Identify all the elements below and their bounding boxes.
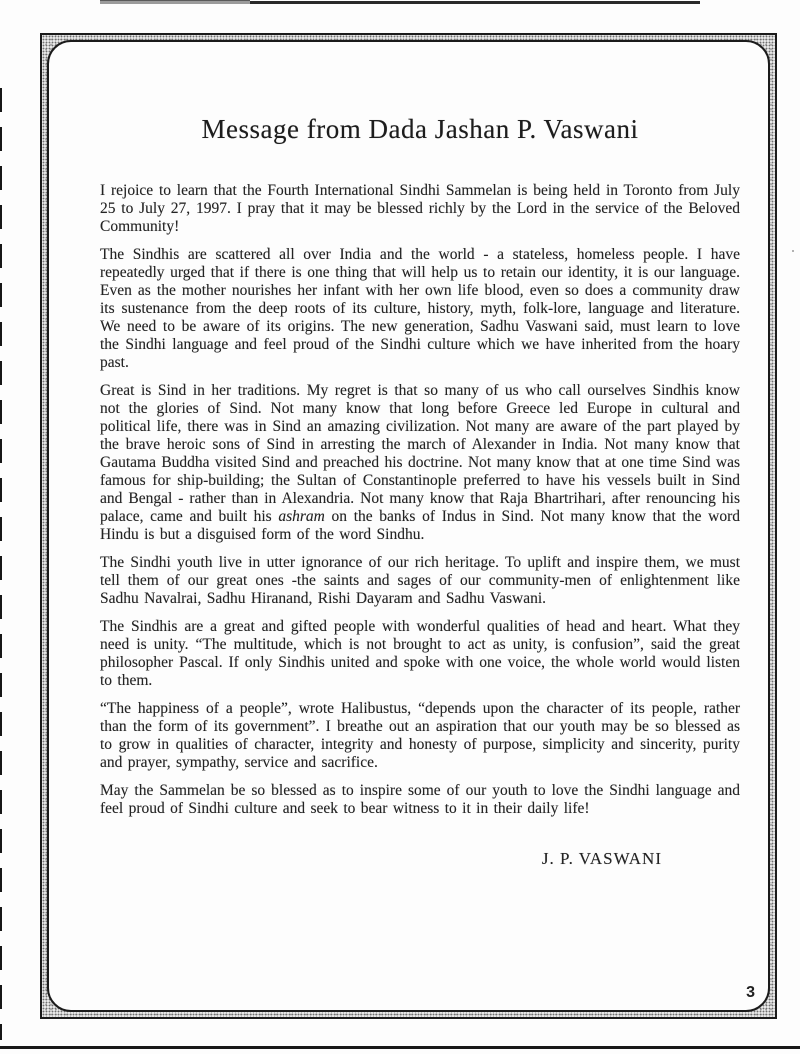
page-content [49,42,768,1010]
message-body [100,182,740,818]
paragraph: The Sindhi youth live in utter ignorance of our rich heritage. To uplift and inspire them, we must tell them of our great ones -the saints and sages of our community-men of enlightenment like Sadhu Navalrai, Sadhu Hiranand, Rishi Dayaram and Sadhu Vaswani. [100,554,740,607]
scan-artifact-left-dashed-line [0,88,2,1040]
page-number: 3 [746,984,755,1001]
inner-border-frame [47,40,770,1012]
decorative-stippled-border [40,33,777,1019]
paragraph: Great is Sind in her traditions. My regret is that so many of us who call ourselves Sindhis know not the glories of Sind. Not many know that long before Greece led Europe in cultural and political life, there was in Sind an amazing civilization. Not many are aware of the part played by the brave heroic sons of Sind in arresting the march of Alexander in India. Not many know that Gautama Buddha visited Sind and preached his doctrine. Not many know that at one time Sind was famous for ship-building; the Sultan of Constantinople preferred to have his vessels built in Sind and Bengal - rather than in Alexandria. Not many know that Raja Bhartrihari, after renouncing his palace, came and built his ashram on the banks of Indus in Sind. Not many know that the word Hindu is but a disguised form of the word Sindhu. [100,382,740,543]
paragraph: I rejoice to learn that the Fourth International Sindhi Sammelan is being held in Toronto from July 25 to July 27, 1997. I pray that it may be blessed richly by the Lord in the service of the Beloved Community! [100,182,740,235]
signature-name: J. P. VASWANI [541,849,662,868]
paragraph: May the Sammelan be so blessed as to inspire some of our youth to love the Sindhi language and feel proud of Sindhi culture and seek to bear witness to it in their daily life! [100,782,740,817]
paragraph: The Sindhis are a great and gifted people with wonderful qualities of head and heart. What they need is unity. “The multitude, which is not brought to act as unity, is confusion”, said the great philosopher Pascal. If only Sindhis united and spoke with one voice, the whole world would listen to them. [100,618,740,689]
scan-artifact-speck [792,250,794,252]
paragraph: “The happiness of a people”, wrote Halibustus, “depends upon the character of its people, rather than the form of its government”. I breathe out an aspiration that our youth may be so blessed as to grow in qualities of character, integrity and honesty of purpose, simplicity and sincerity, purity and prayer, sympathy, service and sacrifice. [100,700,740,771]
scan-artifact-top-dark-line [250,1,700,4]
paragraph: The Sindhis are scattered all over India and the world - a stateless, homeless people. I have repeatedly urged that if there is one thing that will help us to retain our identity, it is our language. Even as the mother nourishes her infant with her own life blood, even so does a community draw its sustenance from the deep roots of its culture, history, myth, folk-lore, language and literature. We need to be aware of its origins. The new generation, Sadhu Vaswani said, must learn to love the Sindhi language and feel proud of the Sindhi culture which we have inherited from the hoary past. [100,246,740,371]
page-title: Message from Dada Jashan P. Vaswani [201,114,639,144]
scan-artifact-bottom-edge-line [0,1046,800,1049]
scan-artifact-top-gray-line [100,0,250,4]
